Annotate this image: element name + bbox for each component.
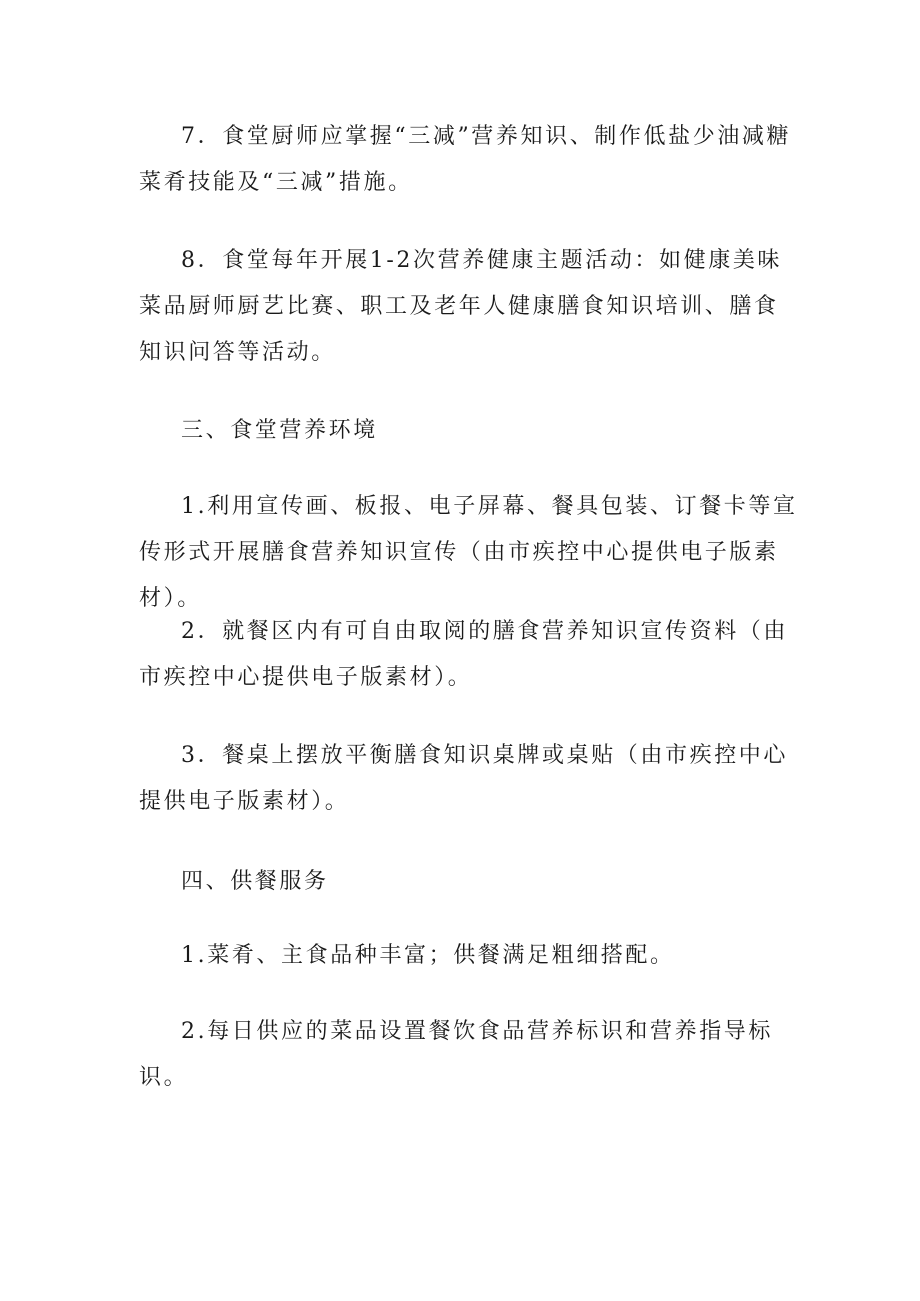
paragraph-section3-item-3: 3．餐桌上摆放平衡膳食知识桌牌或桌贴（由市疾控中心提供电子版素材）。 xyxy=(139,743,788,814)
section-heading-4: 四、供餐服务 xyxy=(181,869,329,894)
paragraph-section4-item-2: 2.每日供应的菜品设置餐饮食品营养标识和营养指导标识。 xyxy=(139,1019,773,1090)
paragraph-item-7: 7．食堂厨师应掌握“三减”营养知识、制作低盐少油减糖菜肴技能及“三减”措施。 xyxy=(139,124,792,195)
section-heading-3: 三、食堂营养环境 xyxy=(181,418,378,443)
paragraph-section4-item-1: 1.菜肴、主食品种丰富；供餐满足粗细搭配。 xyxy=(181,943,675,968)
paragraph-section3-item-1: 1.利用宣传画、板报、电子屏幕、餐具包装、订餐卡等宣传形式开展膳食营养知识宣传（由市疾控中心提供电子版素材）。 xyxy=(139,494,798,611)
paragraph-item-8: 8．食堂每年开展1-2次营养健康主题活动：如健康美味菜品厨师厨艺比赛、职工及老年人健康膳食知识培训、膳食知识问答等活动。 xyxy=(139,248,783,365)
paragraph-section3-item-2: 2．就餐区内有可自由取阅的膳食营养知识宣传资料（由市疾控中心提供电子版素材）。 xyxy=(139,619,788,690)
